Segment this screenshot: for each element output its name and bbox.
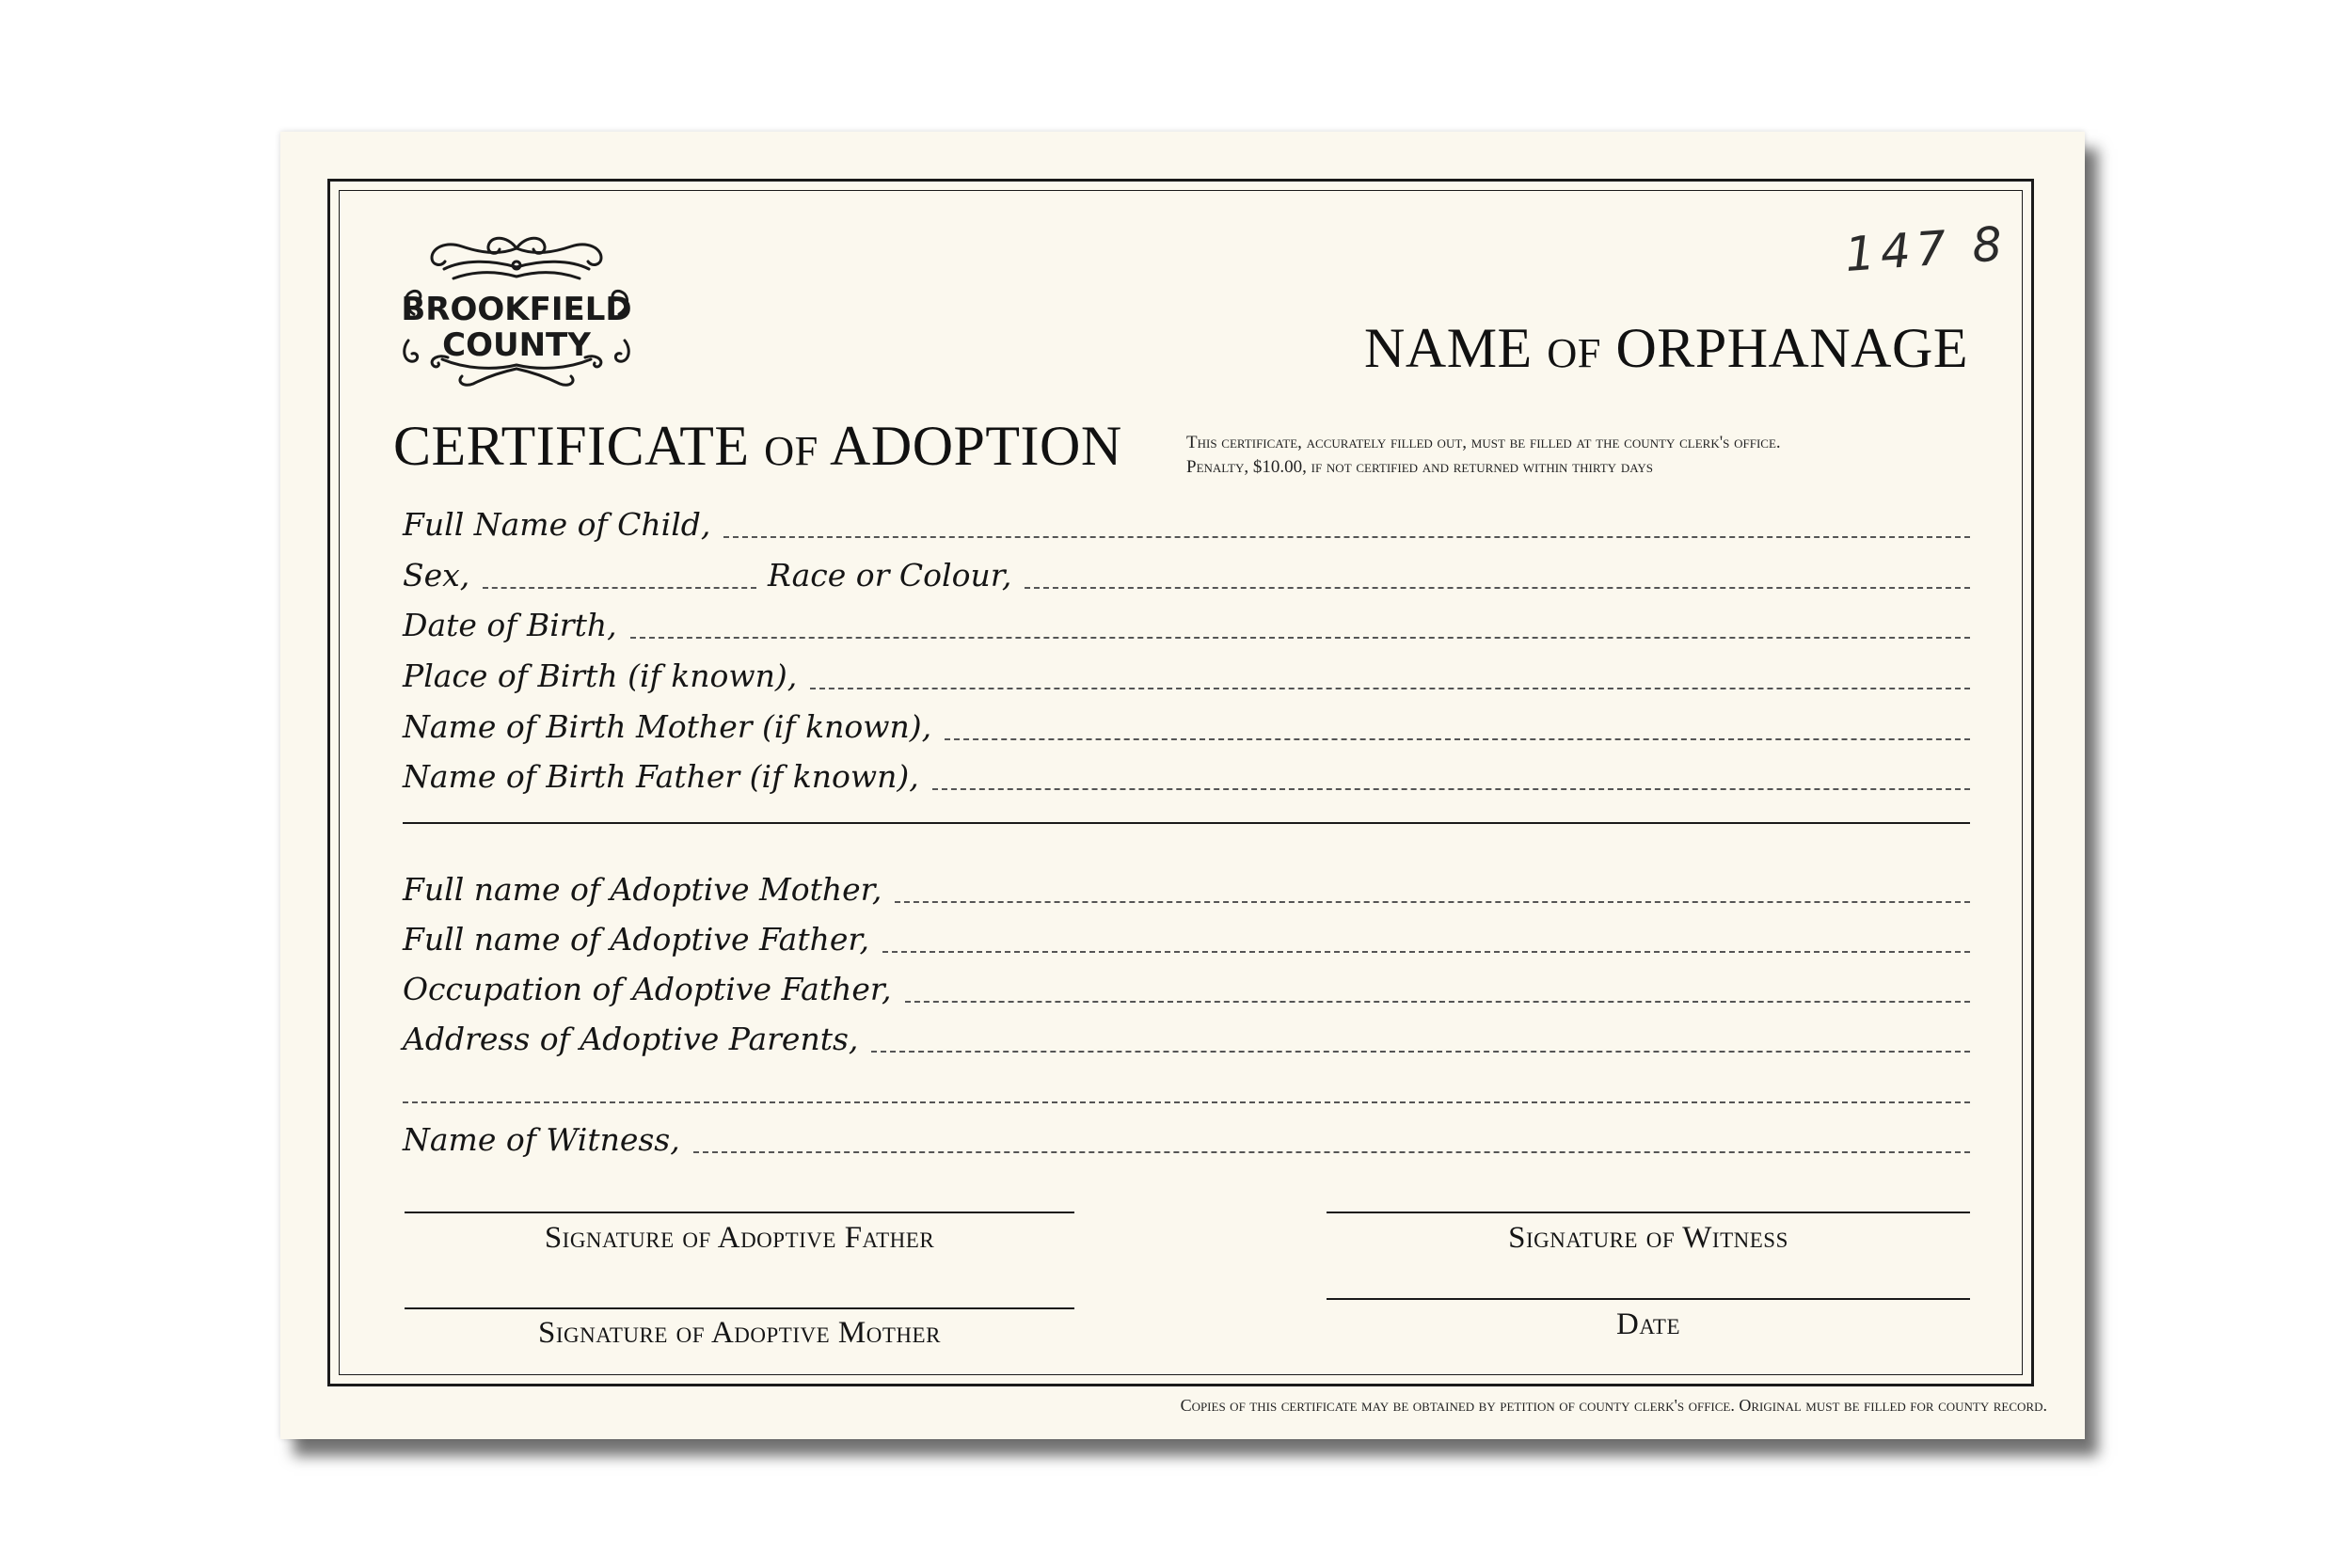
adoptive-mother-label: Full name of Adoptive Mother,: [403, 871, 882, 908]
sex-label: Sex,: [403, 557, 470, 594]
dob-label: Date of Birth,: [403, 607, 617, 643]
birth-mother-input[interactable]: [945, 738, 1970, 740]
field-birth-father: [403, 756, 1970, 798]
child-name-label: Full Name of Child,: [403, 506, 711, 543]
title-part-b: ADOPTION: [830, 415, 1122, 477]
adoptive-father-input[interactable]: [882, 951, 1970, 953]
pob-input[interactable]: [810, 688, 1970, 689]
occupation-input[interactable]: [905, 1001, 1970, 1003]
county-logo: [397, 228, 636, 388]
title-of: OF: [764, 427, 818, 474]
adoptive-mother-input[interactable]: [895, 901, 1970, 903]
sex-input[interactable]: [483, 587, 756, 589]
witness-signature-line[interactable]: [1327, 1212, 1970, 1213]
field-address: [403, 1019, 1970, 1060]
field-adoptive-mother: [403, 869, 1970, 911]
field-sex: [403, 555, 756, 596]
section-divider: [403, 822, 1970, 824]
race-label: Race or Colour,: [768, 557, 1012, 594]
orphanage-name-of: OF: [1547, 329, 1601, 376]
birth-father-input[interactable]: [932, 788, 1970, 790]
adoptive-father-label: Full name of Adoptive Father,: [403, 921, 869, 958]
witness-input[interactable]: [693, 1151, 1970, 1153]
date-line[interactable]: [1327, 1298, 1970, 1300]
witness-label: Name of Witness,: [403, 1121, 680, 1158]
orphanage-name-part-b: ORPHANAGE: [1615, 317, 1968, 379]
date-label: Date: [1616, 1307, 1680, 1341]
adoptive-father-signature-label: Signature of Adoptive Father: [544, 1221, 935, 1255]
certificate-title: [393, 414, 1122, 479]
filing-notice: [1186, 431, 1781, 480]
field-child-name: [403, 504, 1970, 546]
logo-line2: COUNTY: [442, 326, 591, 364]
child-name-input[interactable]: [723, 536, 1970, 538]
birth-mother-label: Name of Birth Mother (if known),: [403, 708, 932, 745]
serial-number: 147 8: [1843, 216, 2010, 282]
logo-line1: BROOKFIELD: [401, 291, 632, 328]
dob-input[interactable]: [630, 637, 1970, 639]
adoptive-mother-signature-line[interactable]: [405, 1307, 1074, 1309]
pob-label: Place of Birth (if known),: [403, 657, 798, 694]
birth-father-label: Name of Birth Father (if known),: [403, 758, 919, 795]
witness-signature-label: Signature of Witness: [1508, 1221, 1788, 1255]
footer-note: Copies of this certificate may be obtained by petition of county clerk's office. Original must be filled for county record.: [1180, 1396, 2047, 1415]
field-date-of-birth: [403, 605, 1970, 646]
occupation-label: Occupation of Adoptive Father,: [403, 971, 892, 1007]
title-part-a: CERTIFICATE: [393, 415, 750, 477]
field-place-of-birth: [403, 656, 1970, 697]
address-label: Address of Adoptive Parents,: [403, 1021, 859, 1057]
race-input[interactable]: [1025, 587, 1970, 589]
field-address-line2: [403, 1069, 1970, 1111]
field-witness: [403, 1119, 1970, 1161]
field-occupation: [403, 969, 1970, 1010]
orphanage-name: [1364, 316, 1968, 381]
certificate-paper: [280, 132, 2085, 1439]
adoptive-father-signature-line[interactable]: [405, 1212, 1074, 1213]
orphanage-name-part-a: NAME: [1364, 317, 1533, 379]
field-adoptive-father: [403, 919, 1970, 960]
address-input[interactable]: [871, 1051, 1970, 1053]
adoptive-mother-signature-label: Signature of Adoptive Mother: [538, 1316, 941, 1350]
field-birth-mother: [403, 706, 1970, 748]
address-line2-input[interactable]: [403, 1101, 1970, 1103]
notice-line1: This certificate, accurately filled out, must be filled at the county clerk's office.: [1186, 433, 1781, 452]
notice-line2: Penalty, $10.00, if not certified and returned within thirty days: [1186, 457, 1654, 477]
field-race: [768, 555, 1970, 596]
